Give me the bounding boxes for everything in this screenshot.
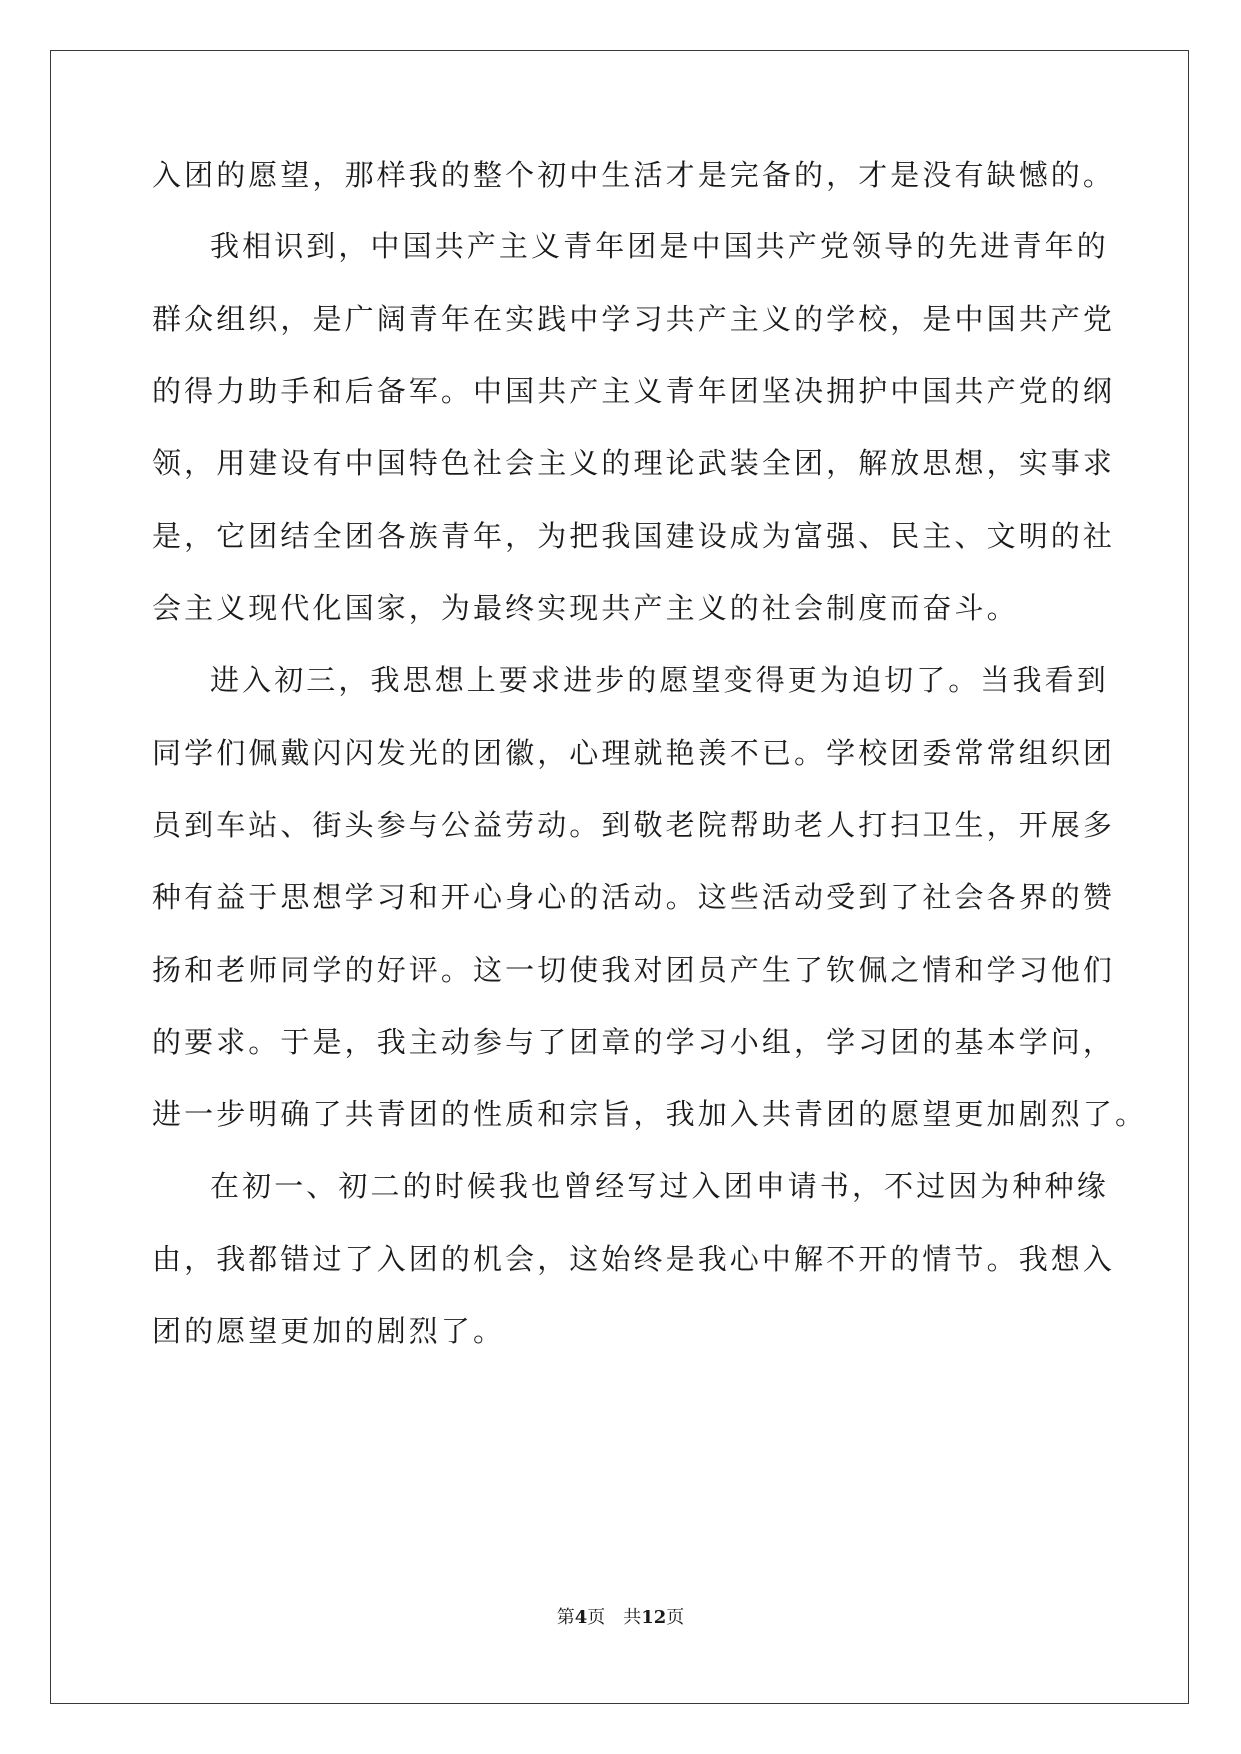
text-line: 的得力助手和后备军。中国共产主义青年团坚决拥护中国共产党的纲 — [152, 374, 1116, 408]
text-line: 我相识到，中国共产主义青年团是中国共产党领导的先进青年的 — [210, 229, 1109, 263]
total-prefix: 共 — [623, 1607, 642, 1628]
text-line: 由，我都错过了入团的机会，这始终是我心中解不开的情节。我想入 — [152, 1242, 1116, 1276]
total-suffix: 页 — [666, 1607, 685, 1628]
text-line: 是，它团结全团各族青年，为把我国建设成为富强、民主、文明的社 — [152, 519, 1116, 553]
text-line: 进入初三，我思想上要求进步的愿望变得更为迫切了。当我看到 — [210, 663, 1109, 697]
text-line: 同学们佩戴闪闪发光的团徽，心理就艳羡不已。学校团委常常组织团 — [152, 736, 1116, 770]
page-suffix: 页 — [587, 1607, 606, 1628]
text-line: 领，用建设有中国特色社会主义的理论武装全团，解放思想，实事求 — [152, 446, 1116, 480]
page-footer — [0, 1606, 1241, 1630]
text-line: 进一步明确了共青团的性质和宗旨，我加入共青团的愿望更加剧烈了。 — [152, 1097, 1148, 1131]
text-line: 会主义现代化国家，为最终实现共产主义的社会制度而奋斗。 — [152, 591, 1019, 625]
text-line: 的要求。于是，我主动参与了团章的学习小组，学习团的基本学问， — [152, 1025, 1116, 1059]
text-line: 群众组织，是广阔青年在实践中学习共产主义的学校，是中国共产党 — [152, 302, 1116, 336]
text-line: 在初一、初二的时候我也曾经写过入团申请书，不过因为种种缘 — [210, 1169, 1109, 1203]
text-line: 种有益于思想学习和开心身心的活动。这些活动受到了社会各界的赞 — [152, 880, 1116, 914]
page-number: 4 — [574, 1607, 588, 1628]
total-pages: 12 — [641, 1607, 667, 1628]
text-line: 入团的愿望，那样我的整个初中生活才是完备的，才是没有缺憾的。 — [152, 158, 1116, 192]
text-line: 员到车站、街头参与公益劳动。到敬老院帮助老人打扫卫生，开展多 — [152, 808, 1116, 842]
page-prefix: 第 — [556, 1607, 575, 1628]
text-line: 团的愿望更加的剧烈了。 — [152, 1314, 506, 1348]
text-line: 扬和老师同学的好评。这一切使我对团员产生了钦佩之情和学习他们 — [152, 953, 1116, 987]
